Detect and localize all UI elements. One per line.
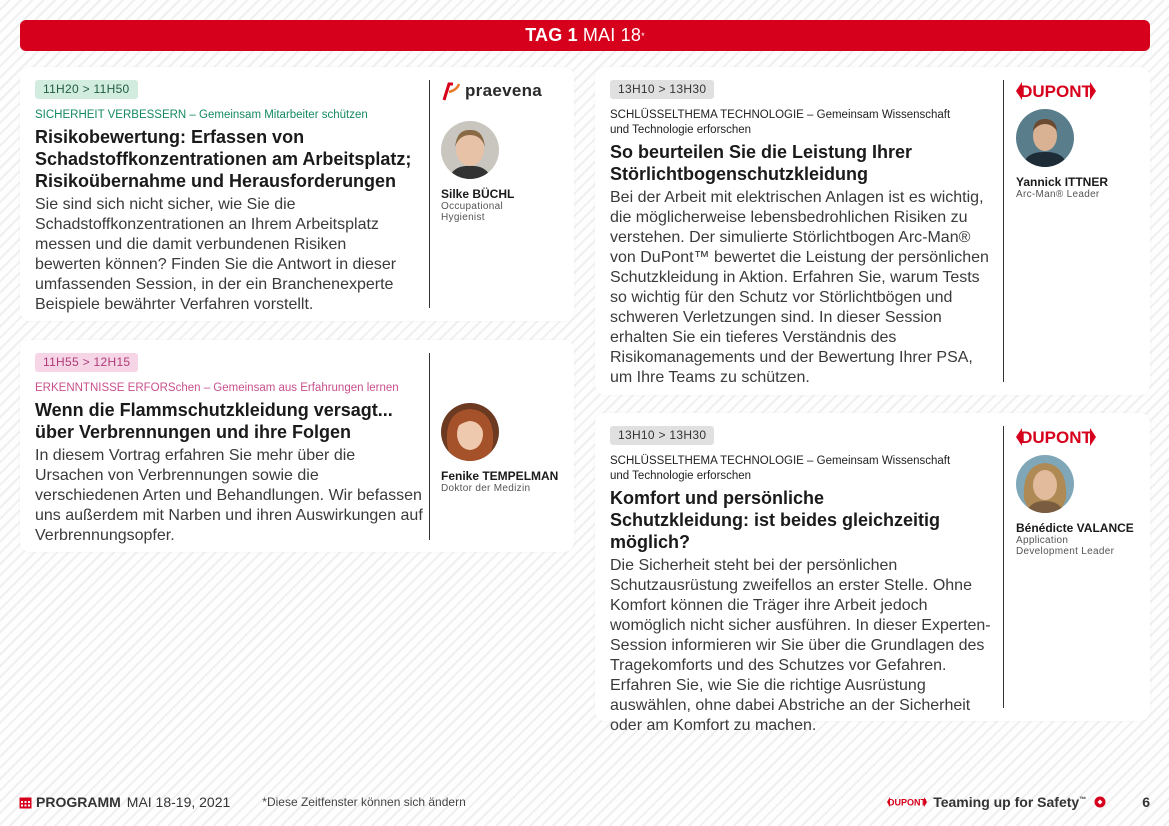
session-card-2: [20, 340, 574, 552]
tagline: [933, 794, 1086, 810]
session-title: Risikobewertung: Erfassen von Schadstoffkonzentrationen am Arbeitsplatz; Risikoübernahme und Herausforderungen: [35, 127, 412, 191]
tagline-mark: ™: [1079, 796, 1087, 804]
speaker-name: Fenike TEMPELMAN: [441, 469, 559, 483]
speaker-name: Yannick ITTNER: [1016, 175, 1109, 189]
speaker-avatar: [1016, 109, 1074, 167]
session-time-badge: 13H10 > 13H30: [610, 426, 714, 445]
calendar-icon: [19, 796, 32, 809]
dupont-logo: [1016, 80, 1096, 102]
card-divider: [1003, 426, 1004, 708]
session-time-badge: 11H20 > 11H50: [35, 80, 138, 99]
day-header: [20, 20, 1150, 51]
speaker-name: Bénédicte VALANCE: [1016, 521, 1134, 535]
praevena-mark-icon: [441, 80, 463, 102]
speaker-avatar: [441, 121, 499, 179]
program-label: PROGRAMM: [36, 794, 121, 810]
safety-badge-icon: [1094, 796, 1106, 808]
dupont-footer-logo-text: DUPONT: [888, 797, 927, 808]
session-theme: ERKENNTNISSE ERFORSchen – Gemeinsam aus Erfahrungen lernen: [35, 382, 399, 394]
speaker-role: Application Development Leader: [1016, 535, 1115, 557]
session-description: Bei der Arbeit mit elektrischen Anlagen ist es wichtig, die möglicherweise lebensbedrohlichen Risiken zu verstehen. Der simulierte Störlichtbogen Arc-Man® von DuPont™ bewertet die Leistung der persönlichen Schutzkleidung in Aktion. Erfahren Sie, warum Tests so wichtig für den Schutz vor Störlichtbögen und schweren Verletzungen sind. In dieser Session erhalten Sie ein tieferes Verständnis des Risikomanagements und der Bewertung Ihrer PSA, um Ihre Teams zu schützen.: [610, 189, 989, 386]
session-description: Sie sind sich nicht sicher, wie Sie die Schadstoffkonzentrationen an Ihrem Arbeitsplatz messen und die damit verbundenen Risiken bewerten können? Finden Sie die Antwort in dieser umfassenden Session, in der ein Branchenexperte Beispiele bewährter Verfahren vorstellt.: [35, 196, 397, 313]
dupont-logo: [1016, 426, 1096, 448]
speaker-avatar: [1016, 455, 1074, 513]
speaker-role: Doktor der Medizin: [441, 483, 531, 494]
session-title: Komfort und persönliche Schutzkleidung: ist beides gleichzeitig möglich?: [610, 488, 941, 552]
day-date-mark: *: [641, 30, 645, 41]
page-number: 6: [1142, 794, 1150, 810]
card-divider: [429, 80, 430, 308]
session-card-1: [20, 67, 574, 321]
praevena-logo-text: praevena: [465, 81, 543, 100]
session-theme: SCHLÜSSELTHEMA TECHNOLOGIE – Gemeinsam Wissenschaft und Technologie erforschen: [610, 109, 951, 136]
praevena-logo: [441, 80, 566, 102]
dupont-logo-text: DUPONT: [1020, 428, 1092, 447]
speaker-name: Silke BÜCHL: [441, 187, 515, 201]
speaker-role: Occupational Hygienist: [441, 201, 503, 223]
speaker-role: Arc-Man® Leader: [1016, 189, 1100, 200]
session-theme: SCHLÜSSELTHEMA TECHNOLOGIE – Gemeinsam Wissenschaft und Technologie erforschen: [610, 455, 951, 482]
session-card-3: [595, 67, 1150, 395]
dupont-footer-logo: [887, 796, 927, 808]
dupont-logo-text: DUPONT: [1020, 82, 1092, 101]
card-divider: [429, 353, 430, 540]
session-card-4: [595, 413, 1150, 734]
session-title: So beurteilen Sie die Leistung Ihrer Störlichtbogenschutzkleidung: [610, 142, 913, 184]
card-divider: [1003, 80, 1004, 382]
session-description: In diesem Vortrag erfahren Sie mehr über die Ursachen von Verbrennungen sowie die verschiedenen Arten und Behandlungen. Wir befassen uns außerdem mit Narben und ihren Auswirkungen auf Verbrennungsopfer.: [35, 447, 423, 544]
session-time-badge: 11H55 > 12H15: [35, 353, 138, 372]
footer: [19, 792, 1150, 812]
tagline-text: Teaming up for Safety: [933, 794, 1080, 810]
session-title: Wenn die Flammschutzkleidung versagt... über Verbrennungen und ihre Folgen: [35, 400, 393, 442]
day-date: MAI 18: [582, 25, 642, 45]
session-description: Die Sicherheit steht bei der persönlichen Schutzausrüstung zweifellos an erster Stelle. Ohne Komfort können die Träger ihre Arbeit jedoch womöglich nicht sicher ausführen. In dieser Experten-Session informieren wir Sie über die Grundlagen des Tragekomforts und des Schutzes vor Gefahren. Erfahren Sie, wie Sie die richtige Ausrüstung auswählen, ohne dabei Abstriche an der Sicherheit oder am Komfort zu machen.: [610, 557, 991, 734]
program-dates: MAI 18-19, 2021: [126, 794, 231, 810]
speaker-avatar: [441, 403, 499, 461]
day-label: TAG 1: [525, 25, 578, 45]
schedule-disclaimer: *Diese Zeitfenster können sich ändern: [262, 795, 466, 809]
session-theme: SICHERHEIT VERBESSERN – Gemeinsam Mitarbeiter schützen: [35, 109, 368, 121]
session-time-badge: 13H10 > 13H30: [610, 80, 714, 99]
